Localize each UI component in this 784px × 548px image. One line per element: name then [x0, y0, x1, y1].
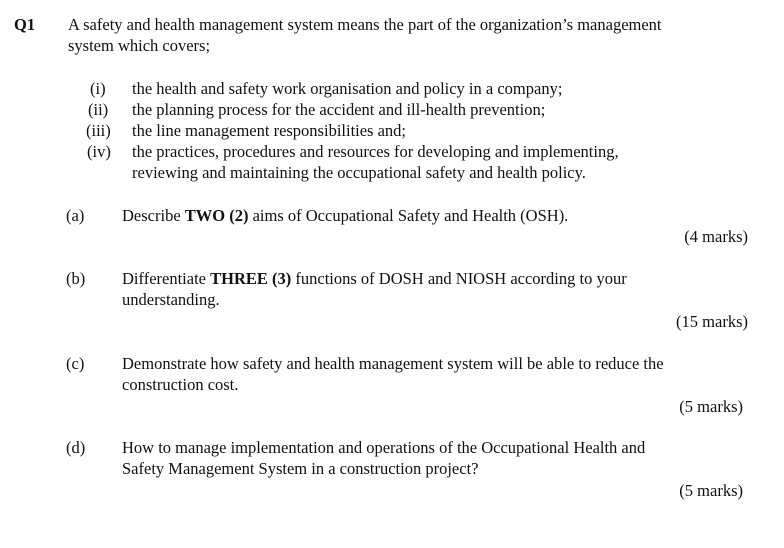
emphasis: THREE (3): [210, 269, 292, 288]
part-b-line-1: Differentiate THREE (3) functions of DOSH and NIOSH according to your: [122, 269, 627, 288]
list-item-number: (ii): [88, 100, 109, 119]
marks-c: (5 marks): [679, 397, 743, 416]
part-a-text: Describe TWO (2) aims of Occupational Safety and Health (OSH).: [122, 206, 569, 225]
part-b-line-2: understanding.: [122, 290, 220, 309]
marks-d: (5 marks): [679, 481, 743, 500]
marks-a: (4 marks): [684, 227, 748, 246]
part-c-line-2: construction cost.: [122, 375, 239, 394]
part-c-line-1: Demonstrate how safety and health management system will be able to reduce the: [122, 354, 664, 373]
list-item-text-continued: reviewing and maintaining the occupational safety and health policy.: [132, 163, 586, 182]
part-label-d: (d): [66, 438, 86, 457]
question-number: Q1: [14, 15, 36, 34]
list-item-number: (i): [90, 79, 106, 98]
list-item-number: (iv): [87, 142, 111, 161]
intro-line-2: system which covers;: [68, 36, 211, 55]
list-item-text: the planning process for the accident and ill-health prevention;: [132, 100, 546, 119]
list-item-text: the line management responsibilities and;: [132, 121, 407, 140]
part-d-line-1: How to manage implementation and operations of the Occupational Health and: [122, 438, 646, 457]
list-item-number: (iii): [86, 121, 111, 140]
part-label-a: (a): [66, 206, 85, 225]
part-label-c: (c): [66, 354, 85, 373]
part-d-line-2: Safety Management System in a construction project?: [122, 459, 479, 478]
part-label-b: (b): [66, 269, 86, 288]
list-item-text: the health and safety work organisation and policy in a company;: [132, 79, 563, 98]
emphasis: TWO (2): [184, 206, 249, 225]
marks-b: (15 marks): [676, 312, 748, 331]
intro-line-1: A safety and health management system means the part of the organization’s management: [68, 15, 662, 34]
list-item-text: the practices, procedures and resources for developing and implementing,: [132, 142, 619, 161]
